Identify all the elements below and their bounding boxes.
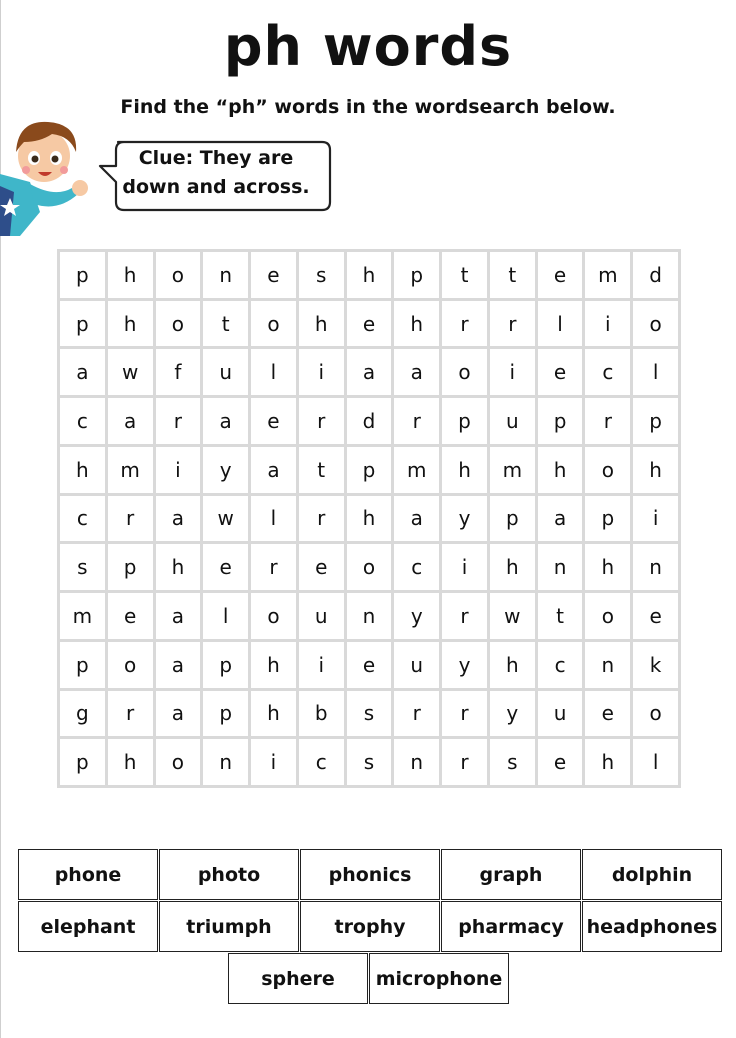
- grid-cell[interactable]: c: [538, 642, 583, 688]
- grid-cell[interactable]: r: [108, 496, 153, 542]
- word-bank-item: elephant: [18, 901, 158, 952]
- word-bank-item: phone: [18, 849, 158, 900]
- grid-cell[interactable]: a: [156, 642, 201, 688]
- grid-cell[interactable]: o: [347, 544, 392, 590]
- grid-cell[interactable]: m: [60, 593, 105, 639]
- grid-cell[interactable]: e: [251, 398, 296, 444]
- grid-cell[interactable]: e: [585, 691, 630, 737]
- grid-cell[interactable]: r: [299, 398, 344, 444]
- grid-cell[interactable]: w: [490, 593, 535, 639]
- grid-cell[interactable]: c: [585, 349, 630, 395]
- grid-cell[interactable]: l: [251, 349, 296, 395]
- grid-cell[interactable]: e: [108, 593, 153, 639]
- grid-cell[interactable]: a: [108, 398, 153, 444]
- word-bank-item: phonics: [300, 849, 440, 900]
- grid-cell[interactable]: i: [299, 642, 344, 688]
- grid-cell[interactable]: p: [203, 642, 248, 688]
- grid-cell[interactable]: h: [299, 301, 344, 347]
- grid-cell[interactable]: n: [203, 739, 248, 785]
- grid-cell[interactable]: i: [251, 739, 296, 785]
- grid-cell[interactable]: s: [347, 691, 392, 737]
- grid-cell[interactable]: w: [203, 496, 248, 542]
- grid-cell[interactable]: c: [394, 544, 439, 590]
- grid-cell[interactable]: d: [347, 398, 392, 444]
- grid-cell[interactable]: m: [585, 252, 630, 298]
- grid-cell[interactable]: p: [60, 301, 105, 347]
- grid-cell[interactable]: o: [585, 593, 630, 639]
- grid-cell[interactable]: s: [347, 739, 392, 785]
- grid-cell[interactable]: e: [538, 739, 583, 785]
- grid-cell[interactable]: s: [299, 252, 344, 298]
- grid-cell[interactable]: i: [442, 544, 487, 590]
- grid-cell[interactable]: h: [585, 739, 630, 785]
- grid-cell[interactable]: l: [538, 301, 583, 347]
- grid-cell[interactable]: e: [538, 252, 583, 298]
- grid-cell[interactable]: i: [585, 301, 630, 347]
- word-bank-item: dolphin: [582, 849, 722, 900]
- grid-cell[interactable]: p: [633, 398, 678, 444]
- grid-cell[interactable]: b: [299, 691, 344, 737]
- grid-cell[interactable]: h: [347, 252, 392, 298]
- grid-cell[interactable]: c: [299, 739, 344, 785]
- grid-cell[interactable]: a: [394, 349, 439, 395]
- grid-cell[interactable]: o: [156, 301, 201, 347]
- word-bank-item: pharmacy: [441, 901, 581, 952]
- word-bank-item: sphere: [228, 953, 368, 1004]
- grid-cell[interactable]: r: [251, 544, 296, 590]
- grid-cell[interactable]: a: [156, 691, 201, 737]
- grid-cell[interactable]: p: [538, 398, 583, 444]
- grid-cell[interactable]: h: [251, 691, 296, 737]
- grid-cell[interactable]: p: [490, 496, 535, 542]
- page-title: ph words: [223, 15, 513, 78]
- grid-cell[interactable]: a: [251, 447, 296, 493]
- grid-cell[interactable]: t: [490, 252, 535, 298]
- word-bank-item: graph: [441, 849, 581, 900]
- grid-cell[interactable]: e: [538, 349, 583, 395]
- grid-cell[interactable]: a: [394, 496, 439, 542]
- grid-cell[interactable]: d: [633, 252, 678, 298]
- grid-cell[interactable]: i: [490, 349, 535, 395]
- grid-cell[interactable]: y: [490, 691, 535, 737]
- grid-cell[interactable]: a: [156, 593, 201, 639]
- grid-cell[interactable]: p: [60, 642, 105, 688]
- grid-cell[interactable]: e: [251, 252, 296, 298]
- grid-cell[interactable]: s: [490, 739, 535, 785]
- grid-cell[interactable]: t: [442, 252, 487, 298]
- clue-text: [110, 144, 322, 202]
- grid-cell[interactable]: m: [490, 447, 535, 493]
- grid-cell[interactable]: e: [347, 642, 392, 688]
- grid-cell[interactable]: h: [251, 642, 296, 688]
- grid-cell[interactable]: t: [299, 447, 344, 493]
- grid-cell[interactable]: n: [347, 593, 392, 639]
- grid-cell[interactable]: h: [585, 544, 630, 590]
- grid-cell[interactable]: h: [394, 301, 439, 347]
- grid-cell[interactable]: n: [394, 739, 439, 785]
- grid-cell[interactable]: o: [156, 252, 201, 298]
- grid-cell[interactable]: c: [60, 496, 105, 542]
- grid-cell[interactable]: m: [108, 447, 153, 493]
- grid-cell[interactable]: n: [633, 544, 678, 590]
- grid-cell[interactable]: a: [538, 496, 583, 542]
- grid-cell[interactable]: r: [299, 496, 344, 542]
- grid-cell[interactable]: a: [347, 349, 392, 395]
- grid-cell[interactable]: n: [538, 544, 583, 590]
- grid-cell[interactable]: p: [394, 252, 439, 298]
- grid-cell[interactable]: y: [442, 496, 487, 542]
- grid-cell[interactable]: n: [585, 642, 630, 688]
- grid-cell[interactable]: n: [203, 252, 248, 298]
- clue-line-1: Clue: They are: [138, 147, 294, 169]
- grid-cell[interactable]: y: [442, 642, 487, 688]
- grid-cell[interactable]: r: [394, 691, 439, 737]
- grid-cell[interactable]: l: [251, 496, 296, 542]
- word-bank-item: microphone: [369, 953, 509, 1004]
- grid-cell[interactable]: c: [60, 398, 105, 444]
- grid-cell[interactable]: r: [156, 398, 201, 444]
- word-bank-item: trophy: [300, 901, 440, 952]
- grid-cell[interactable]: p: [60, 252, 105, 298]
- grid-cell[interactable]: u: [490, 398, 535, 444]
- grid-cell[interactable]: p: [347, 447, 392, 493]
- grid-cell[interactable]: r: [442, 593, 487, 639]
- grid-cell[interactable]: p: [108, 544, 153, 590]
- grid-cell[interactable]: h: [538, 447, 583, 493]
- grid-cell[interactable]: i: [633, 496, 678, 542]
- grid-cell[interactable]: y: [394, 593, 439, 639]
- grid-cell[interactable]: r: [442, 691, 487, 737]
- grid-cell[interactable]: w: [108, 349, 153, 395]
- word-bank: [18, 849, 722, 1009]
- grid-cell[interactable]: a: [60, 349, 105, 395]
- grid-cell[interactable]: l: [633, 349, 678, 395]
- grid-cell[interactable]: s: [60, 544, 105, 590]
- grid-cell[interactable]: u: [538, 691, 583, 737]
- grid-cell[interactable]: u: [299, 593, 344, 639]
- grid-cell[interactable]: e: [203, 544, 248, 590]
- grid-cell[interactable]: f: [156, 349, 201, 395]
- grid-cell[interactable]: h: [490, 544, 535, 590]
- grid-cell[interactable]: o: [108, 642, 153, 688]
- grid-cell[interactable]: r: [108, 691, 153, 737]
- grid-cell[interactable]: h: [347, 496, 392, 542]
- grid-cell[interactable]: o: [633, 691, 678, 737]
- grid-cell[interactable]: p: [585, 496, 630, 542]
- grid-cell[interactable]: h: [60, 447, 105, 493]
- grid-cell[interactable]: a: [203, 398, 248, 444]
- grid-cell[interactable]: h: [108, 739, 153, 785]
- grid-cell[interactable]: e: [347, 301, 392, 347]
- grid-cell[interactable]: i: [299, 349, 344, 395]
- grid-cell[interactable]: u: [203, 349, 248, 395]
- cartoon-boy-icon: [0, 112, 92, 236]
- grid-cell[interactable]: p: [203, 691, 248, 737]
- instruction-text: Find the “ph” words in the wordsearch below.: [120, 96, 616, 118]
- grid-cell[interactable]: m: [394, 447, 439, 493]
- grid-cell[interactable]: o: [442, 349, 487, 395]
- grid-cell[interactable]: h: [633, 447, 678, 493]
- grid-cell[interactable]: h: [442, 447, 487, 493]
- grid-cell[interactable]: k: [633, 642, 678, 688]
- grid-cell[interactable]: r: [442, 301, 487, 347]
- grid-cell[interactable]: h: [490, 642, 535, 688]
- grid-cell[interactable]: l: [203, 593, 248, 639]
- wordsearch-grid: [57, 249, 681, 788]
- grid-cell[interactable]: r: [490, 301, 535, 347]
- grid-cell[interactable]: o: [251, 301, 296, 347]
- grid-cell[interactable]: o: [251, 593, 296, 639]
- grid-cell[interactable]: h: [108, 252, 153, 298]
- grid-cell[interactable]: p: [442, 398, 487, 444]
- grid-cell[interactable]: o: [156, 739, 201, 785]
- grid-cell[interactable]: p: [60, 739, 105, 785]
- grid-cell[interactable]: r: [394, 398, 439, 444]
- grid-cell[interactable]: o: [585, 447, 630, 493]
- grid-cell[interactable]: o: [633, 301, 678, 347]
- clue-line-2: down and across.: [122, 176, 310, 198]
- word-bank-item: headphones: [582, 901, 722, 952]
- grid-cell[interactable]: h: [108, 301, 153, 347]
- grid-cell[interactable]: i: [156, 447, 201, 493]
- grid-cell[interactable]: t: [203, 301, 248, 347]
- word-bank-item: triumph: [159, 901, 299, 952]
- grid-cell[interactable]: e: [299, 544, 344, 590]
- grid-cell[interactable]: r: [442, 739, 487, 785]
- grid-cell[interactable]: u: [394, 642, 439, 688]
- grid-cell[interactable]: r: [585, 398, 630, 444]
- grid-cell[interactable]: l: [633, 739, 678, 785]
- grid-cell[interactable]: e: [633, 593, 678, 639]
- word-bank-item: photo: [159, 849, 299, 900]
- grid-cell[interactable]: g: [60, 691, 105, 737]
- grid-cell[interactable]: y: [203, 447, 248, 493]
- grid-cell[interactable]: a: [156, 496, 201, 542]
- grid-cell[interactable]: h: [156, 544, 201, 590]
- grid-cell[interactable]: t: [538, 593, 583, 639]
